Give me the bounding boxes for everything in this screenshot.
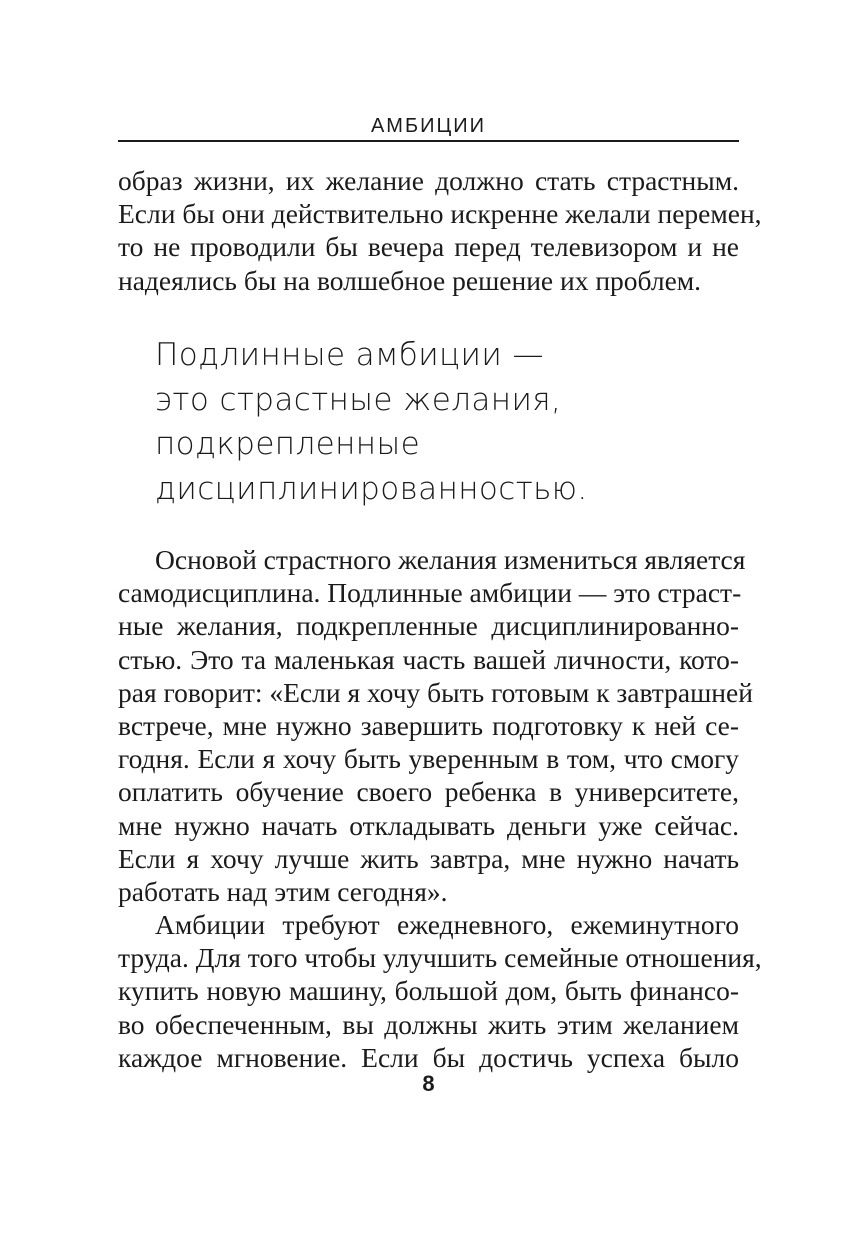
running-head-title: АМБИЦИИ bbox=[370, 115, 487, 137]
text-line: рая говорит: «Если я хочу быть готовым к завтрашней bbox=[118, 676, 753, 708]
top-paragraph bbox=[118, 164, 762, 297]
text-line: Основой страстного желания измениться является bbox=[155, 544, 746, 575]
text-line: купить новую машину, большой дом, быть финансо- bbox=[118, 975, 739, 1007]
text-line: встрече, мне нужно завершить подготовку к ней се- bbox=[118, 709, 739, 741]
text-line: годня. Если я хочу быть уверенным в том, что смогу bbox=[118, 743, 739, 775]
pull-quote-line: это страстные желания, bbox=[155, 381, 562, 418]
pull-quote-line: подкрепленные bbox=[155, 426, 421, 462]
text-line: надеялись бы на волшебное решение их проблем. bbox=[118, 264, 702, 296]
text-line: каждое мгновение. Если бы достичь успеха было bbox=[118, 1041, 739, 1073]
text-line: во обеспеченным, вы должны жить этим желанием bbox=[118, 1008, 739, 1040]
text-line: оплатить обучение своего ребенка в университете, bbox=[118, 776, 739, 808]
text-line: труда. Для того чтобы улучшить семейные отношения, bbox=[118, 942, 762, 974]
text-line: Амбиции требуют ежедневного, ежеминутного bbox=[155, 909, 739, 941]
text-line: Если бы они действительно искренне желали перемен, bbox=[118, 198, 762, 230]
text-line: самодисциплина. Подлинные амбиции — это страст- bbox=[118, 577, 742, 609]
text-line: ные желания, подкрепленные дисциплинированно- bbox=[118, 610, 739, 642]
pull-quote-line: дисциплинированностью. bbox=[155, 470, 588, 507]
header-rule bbox=[118, 140, 739, 142]
text-line: Если я хочу лучше жить завтра, мне нужно начать bbox=[118, 842, 739, 874]
text-line: мне нужно начать откладывать деньги уже сейчас. bbox=[118, 809, 739, 841]
pull-quote-line: Подлинные амбиции — bbox=[155, 337, 544, 373]
text-line: образ жизни, их желание должно стать страстным. bbox=[118, 165, 739, 196]
text-line: стью. Это та маленькая часть вашей личности, кото- bbox=[118, 643, 739, 675]
main-text bbox=[118, 543, 762, 1074]
text-line: работать над этим сегодня». bbox=[118, 875, 448, 907]
page-number: 8 bbox=[422, 1071, 435, 1096]
pull-quote bbox=[155, 333, 715, 511]
text-line: то не проводили бы вечера перед телевизором и не bbox=[118, 231, 739, 263]
